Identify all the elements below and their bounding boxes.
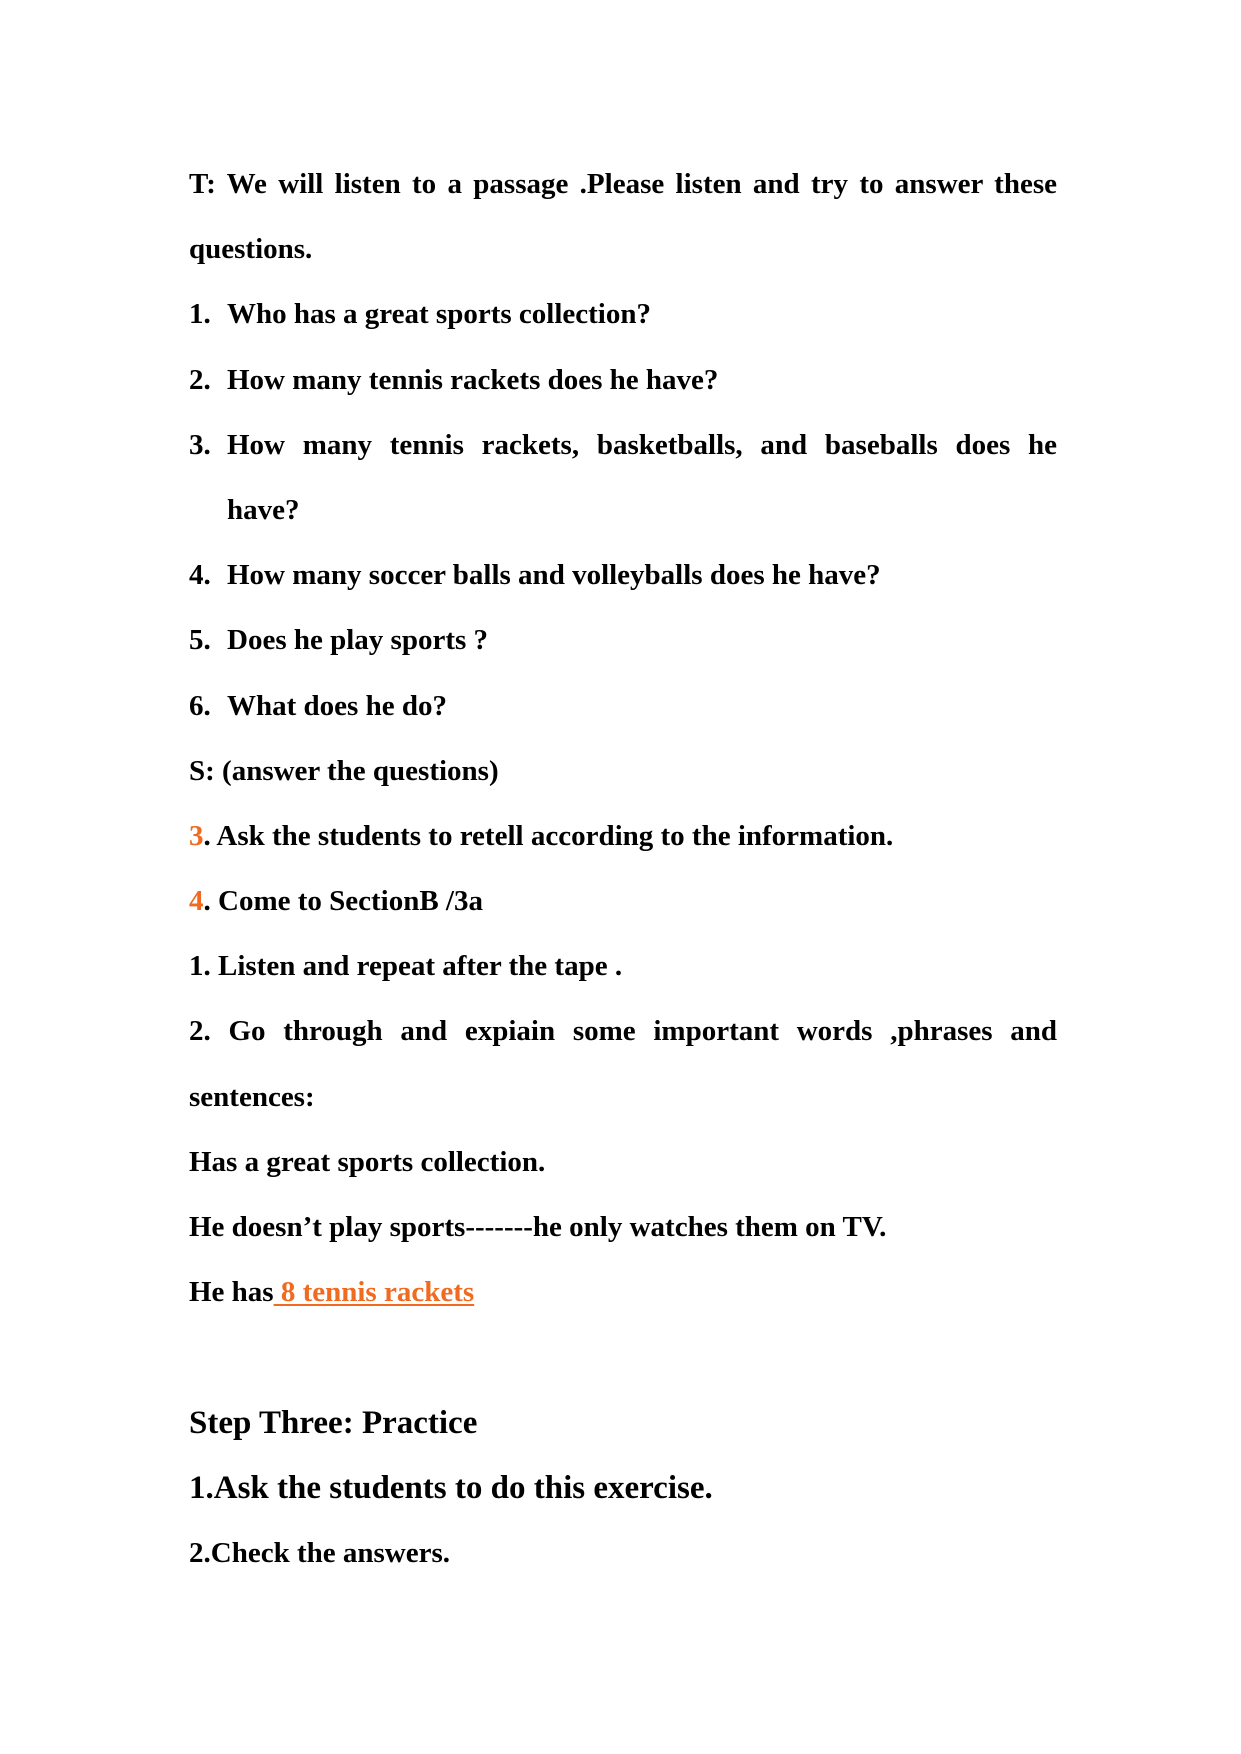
question-item <box>189 543 1057 608</box>
step-item <box>189 804 1057 869</box>
question-number: 3. <box>189 428 211 461</box>
step-number: 4 <box>189 885 204 918</box>
step-text: . Come to SectionB /3a <box>203 885 483 918</box>
question-item <box>189 348 1057 413</box>
question-number: 5. <box>189 624 211 657</box>
question-text: How many tennis rackets does he have? <box>227 363 719 396</box>
question-text: Who has a great sports collection? <box>227 298 651 331</box>
question-item <box>189 282 1057 347</box>
teacher-instruction-continuation: questions. <box>189 233 313 266</box>
student-response: S: (answer the questions) <box>189 754 499 787</box>
question-number: 6. <box>189 689 211 722</box>
step-item <box>189 869 1057 934</box>
page-content <box>189 152 1057 1586</box>
listen-instruction: 1. Listen and repeat after the tape . <box>189 950 623 983</box>
question-item <box>189 674 1057 739</box>
question-text: Does he play sports ? <box>227 624 489 657</box>
question-text: How many soccer balls and volleyballs does he have? <box>227 559 881 592</box>
section-heading: Step Three: Practice <box>189 1404 478 1441</box>
practice-item: 1.Ask the students to do this exercise. <box>189 1469 713 1506</box>
explain-instruction-continuation: sentences: <box>189 1080 315 1113</box>
sentence-prefix: He has <box>189 1276 274 1309</box>
question-number: 2. <box>189 363 211 396</box>
key-sentence-highlighted <box>189 1260 1057 1325</box>
question-text: What does he do? <box>227 689 447 722</box>
blank-line <box>189 1325 1057 1390</box>
key-sentence: He doesn’t play sports-------he only watches them on TV. <box>189 1211 887 1243</box>
practice-item: 2.Check the answers. <box>189 1536 450 1569</box>
question-text-continuation: have? <box>227 493 300 526</box>
question-number: 1. <box>189 298 211 331</box>
explain-instruction: 2. Go through and expiain some important words ,phrases and <box>189 1015 1057 1048</box>
key-sentence: Has a great sports collection. <box>189 1145 546 1178</box>
question-number: 4. <box>189 559 211 592</box>
teacher-instruction: T: We will listen to a passage .Please listen and try to answer these <box>189 168 1057 200</box>
step-text: . Ask the students to retell according to the information. <box>203 819 894 852</box>
highlighted-phrase: 8 tennis rackets <box>273 1276 475 1309</box>
step-number: 3 <box>189 819 204 852</box>
question-item <box>189 413 1057 478</box>
question-item <box>189 608 1057 673</box>
question-text: How many tennis rackets, basketballs, and baseballs does he <box>227 428 1057 461</box>
